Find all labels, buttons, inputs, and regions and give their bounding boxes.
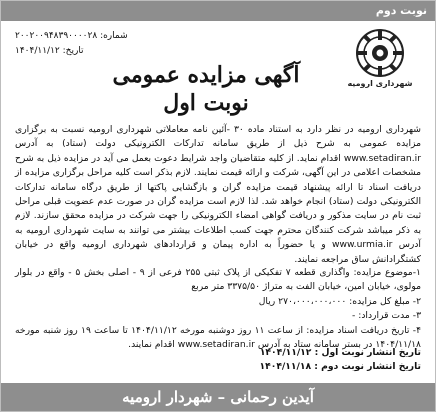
date-row <box>15 44 215 59</box>
headline-round: نوبت اول <box>163 90 249 116</box>
second-publication-date: ۱۴۰۴/۱۱/۱۸ <box>259 361 312 372</box>
second-publication-label: تاریخ انتشار نوبت دوم : <box>314 361 421 372</box>
notice-body: شهرداری ارومیه در نظر دارد به استناد ماده ۳۰ -آئین نامه معاملاتی شهرداری ارومیه نسبت به برگزاری مزایده عمومی به شرح ذیل از طریق سامانه تدارکات الکترونیکی دولت (ستاد) به آدرس www.setadiran.ir اقدام نماید. از کلیه متقاضیان واجد شرایط دعوت بعمل می آید در مزایده ذیل به شرح مشخصات اعلامی در این آگهی، شرکت و ارائه قیمت نمایند. لازم بذکر است کلیه مراحل برگزاری مزایده از دریافت اسناد تا ارائه پیشنهاد قیمت مزایده گران و بازگشایی پاکتها از طریق درگاه سامانه تدارکات الکترونیکی دولت (ستاد) انجام خواهد شد. لذا لازم است مزایده گران در صورت عدم عضویت قبلی مراحل ثبت نام در سایت مذکور و دریافت گواهی امضاء الکترونیکی را جهت شرکت در مزایده محقق سازند. لازم به ذکر میباشد شرکت کنندگان محترم جهت کسب اطلاعات بیشتر می توانند به سایت شهرداری ارومیه به آدرس www.urmia.ir و یا حضوراً به اداره پیمان و قراردادهای شهرداری ارومیه واقع در خیابان کشتگرادانش ساق مراجعه نمایند. <box>15 124 421 265</box>
item-amount: ۲- مبلغ کل مزایده: ۲۷۰،۰۰۰،۰۰۰،۰۰۰ ریال <box>258 295 421 307</box>
item-document-dates: ۴- تاریخ دریافت اسناد مزایده: از ساعت ۱۱ روز دوشنبه مورخه ۱۴۰۴/۱۱/۱۲ تا ساعت ۱۹ روز شنبه مورخه ۱۴۰۴/۱۱/۱۸ در بستر سامانه ستاد به آدرس www.setadiran.ir اقدام نمایند. <box>15 324 421 351</box>
second-publication <box>121 360 421 374</box>
item-subject: ۱-موضوع مزایده: واگذاری قطعه ۷ تفکیکی از پلاک ثبتی ۲۵۵ فرعی از ۹ - اصلی بخش ۵ - واقع در بلوار مولوی، خیابان امین، خیابان الفت به متراژ ۳۳۷۵/۵۰ متر مربع <box>15 267 421 293</box>
first-publication <box>121 346 421 360</box>
number-value: ۲۰۰۲۰۰۹۴۸۳۹۰۰۰۰۲۸ <box>15 31 98 41</box>
first-publication-date: ۱۴۰۴/۱۱/۱۲ <box>259 347 312 358</box>
notice-headline <box>81 61 331 117</box>
number-label: شماره: <box>100 31 128 41</box>
headline-title: آگهی مزایده عمومی <box>112 62 300 88</box>
auction-items <box>15 266 421 352</box>
date-value: ۱۴۰۴/۱۱/۱۲ <box>15 46 60 56</box>
number-row <box>15 29 215 44</box>
mayor-signature: آیدین رحمانی – شهردار ارومیه <box>1 383 435 411</box>
logo-caption: شهرداری ارومیه <box>347 79 413 88</box>
date-label: تاریخ: <box>62 46 84 56</box>
item-duration: ۳- مدت قرارداد: - <box>351 310 421 322</box>
municipality-logo <box>345 27 415 93</box>
municipality-emblem-icon <box>354 27 406 79</box>
document-meta <box>15 29 215 59</box>
first-publication-label: تاریخ انتشار نوبت اول : <box>314 347 421 358</box>
round-label: نوبت دوم <box>1 1 435 21</box>
publication-dates <box>121 346 421 374</box>
